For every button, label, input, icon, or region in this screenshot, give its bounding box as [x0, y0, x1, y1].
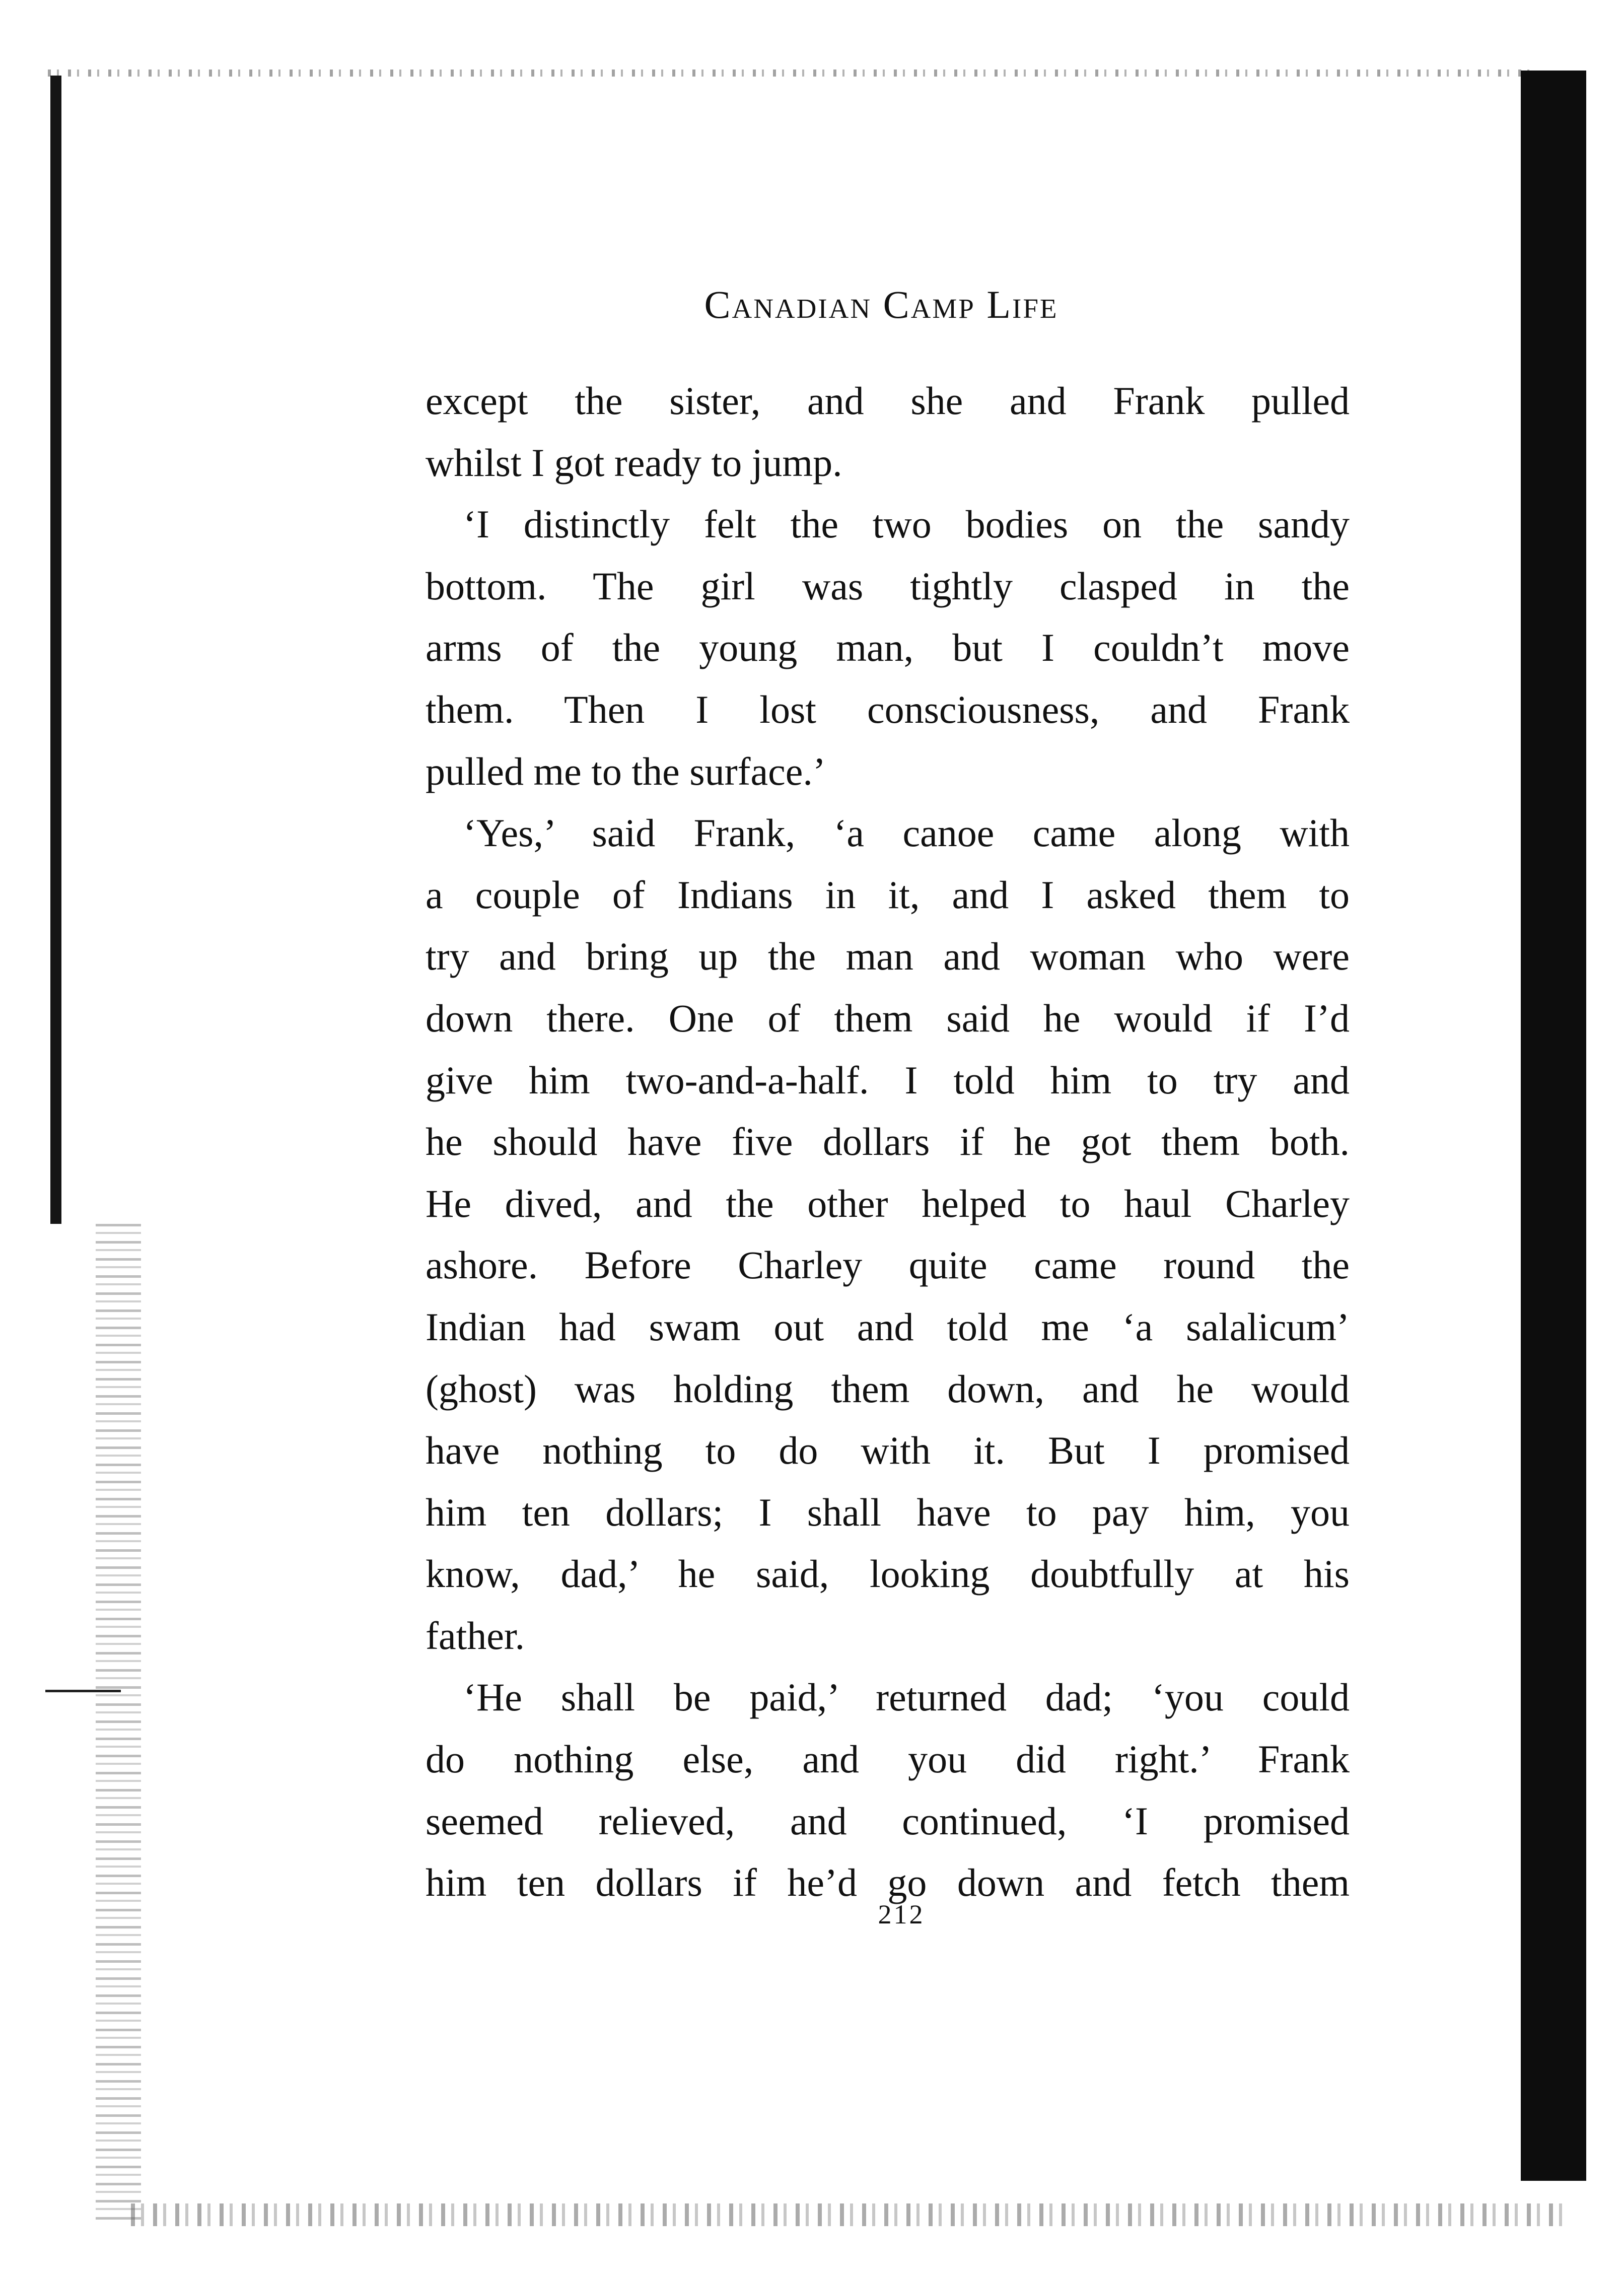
text-line: them. Then I lost consciousness, and Frank	[426, 687, 1350, 731]
text-line: (ghost) was holding them down, and he would	[426, 1366, 1350, 1411]
scan-edge-top	[48, 70, 1533, 77]
text-line: ‘I distinctly felt the two bodies on the sandy	[463, 502, 1350, 546]
text-line: try and bring up the man and woman who were	[426, 934, 1350, 979]
text-line: ‘He shall be paid,’ returned dad; ‘you could	[463, 1675, 1350, 1719]
scan-edge-left	[50, 76, 61, 1224]
text-line: a couple of Indians in it, and I asked them to	[426, 872, 1350, 917]
text-line: he should have five dollars if he got them both.	[426, 1120, 1350, 1164]
text-line: arms of the young man, but I couldn’t move	[426, 626, 1350, 670]
text-line: ‘Yes,’ said Frank, ‘a canoe came along with	[463, 811, 1350, 855]
text-line: except the sister, and she and Frank pulled	[426, 379, 1350, 423]
text-line: whilst I got ready to jump.	[426, 440, 842, 485]
page-number: 212	[878, 1899, 925, 1929]
scan-edge-bottom	[131, 2203, 1571, 2226]
text-line: seemed relieved, and continued, ‘I promised	[426, 1799, 1350, 1843]
running-head: Canadian Camp Life	[704, 283, 1058, 326]
scan-edge-left-lower	[96, 1224, 141, 2221]
text-line: father.	[426, 1613, 525, 1658]
text-line: do nothing else, and you did right.’ Frank	[426, 1737, 1350, 1781]
text-line: bottom. The girl was tightly clasped in the	[426, 564, 1350, 608]
text-line: Indian had swam out and told me ‘a salalicum’	[426, 1304, 1350, 1349]
text-line: have nothing to do with it. But I promised	[426, 1428, 1350, 1473]
text-line: pulled me to the surface.’	[426, 749, 826, 793]
margin-mark	[45, 1690, 121, 1692]
body-text	[426, 370, 1350, 1914]
text-line: him ten dollars; I shall have to pay him, you	[426, 1490, 1350, 1534]
text-line: ashore. Before Charley quite came round the	[426, 1243, 1350, 1287]
text-line: down there. One of them said he would if I’d	[426, 996, 1350, 1040]
text-line: He dived, and the other helped to haul Charley	[426, 1181, 1350, 1225]
scan-edge-right	[1521, 71, 1586, 2181]
text-line: give him two-and-a-half. I told him to try and	[426, 1058, 1350, 1102]
text-line: know, dad,’ he said, looking doubtfully at his	[426, 1552, 1350, 1596]
text-line: him ten dollars if he’d go down and fetch them	[426, 1860, 1350, 1905]
